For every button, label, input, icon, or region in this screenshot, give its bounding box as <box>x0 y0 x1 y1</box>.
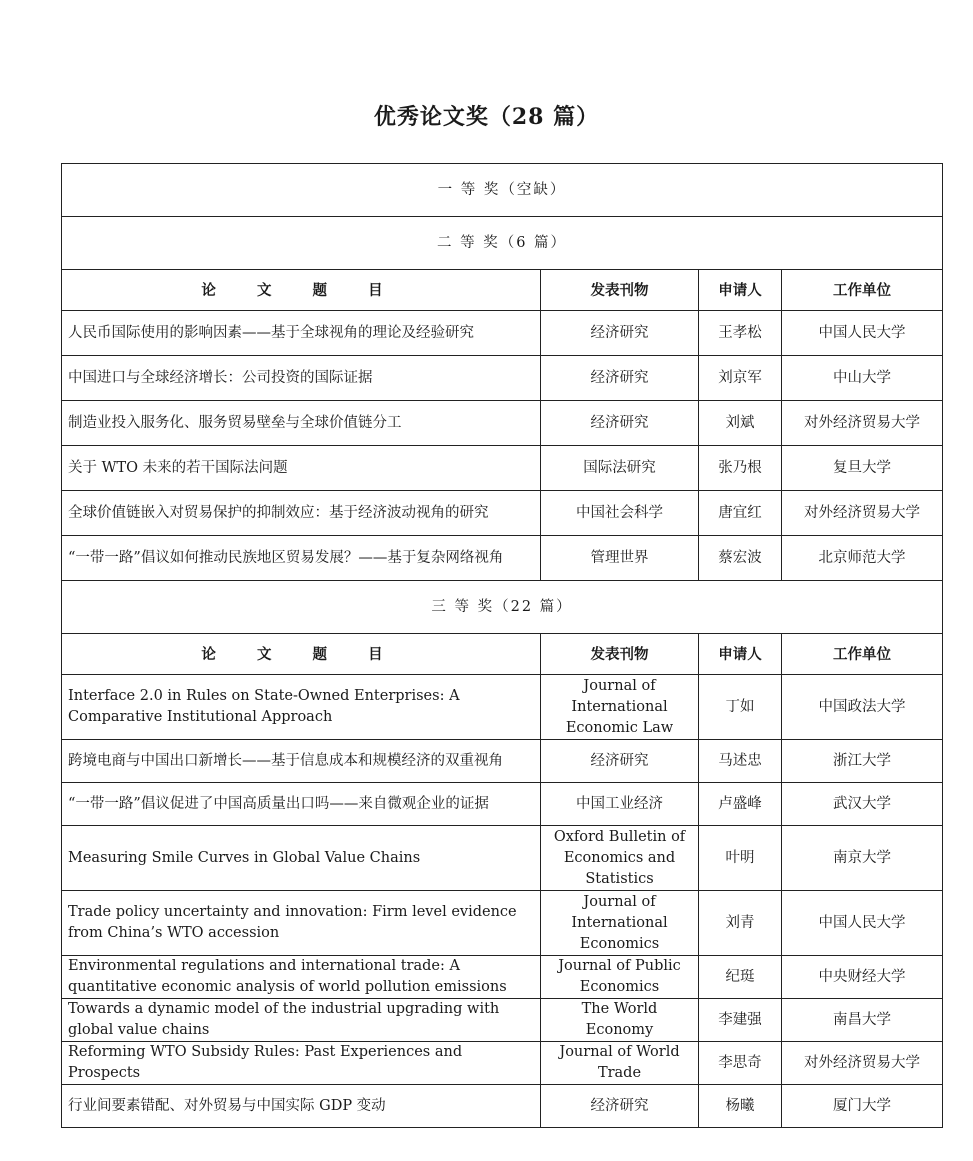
journal: 经济研究 <box>541 311 699 356</box>
paper-title: 人民币国际使用的影响因素——基于全球视角的理论及经验研究 <box>62 311 541 356</box>
journal: 经济研究 <box>541 356 699 401</box>
applicant: 卢盛峰 <box>699 783 782 826</box>
journal: 国际法研究 <box>541 446 699 491</box>
table-row <box>62 491 943 536</box>
work-unit: 武汉大学 <box>782 783 943 826</box>
work-unit: 中国人民大学 <box>782 891 943 956</box>
journal: The World Economy <box>541 999 699 1042</box>
work-unit: 厦门大学 <box>782 1085 943 1128</box>
applicant: 李建强 <box>699 999 782 1042</box>
applicant: 马述忠 <box>699 740 782 783</box>
paper-title: 关于 WTO 未来的若干国际法问题 <box>62 446 541 491</box>
journal: Journal of Public Economics <box>541 956 699 999</box>
applicant: 刘京军 <box>699 356 782 401</box>
work-unit: 对外经济贸易大学 <box>782 401 943 446</box>
paper-title: 全球价值链嵌入对贸易保护的抑制效应：基于经济波动视角的研究 <box>62 491 541 536</box>
applicant: 丁如 <box>699 675 782 740</box>
col-header-title: 论 文 题 目 <box>62 634 541 675</box>
column-header-row <box>62 270 943 311</box>
journal: 中国工业经济 <box>541 783 699 826</box>
applicant: 唐宜红 <box>699 491 782 536</box>
table-row <box>62 826 943 891</box>
page-title: 优秀论文奖（28 篇） <box>373 104 600 130</box>
journal: 经济研究 <box>541 740 699 783</box>
work-unit: 中国人民大学 <box>782 311 943 356</box>
journal: Journal of World Trade <box>541 1042 699 1085</box>
table-row <box>62 1042 943 1085</box>
table-row <box>62 446 943 491</box>
work-unit: 浙江大学 <box>782 740 943 783</box>
paper-title: 跨境电商与中国出口新增长——基于信息成本和规模经济的双重视角 <box>62 740 541 783</box>
work-unit: 复旦大学 <box>782 446 943 491</box>
table-row <box>62 956 943 999</box>
applicant: 蔡宏波 <box>699 536 782 581</box>
third-prize-row <box>62 581 943 634</box>
paper-title: Measuring Smile Curves in Global Value Chains <box>62 826 541 891</box>
applicant: 李思奇 <box>699 1042 782 1085</box>
applicant: 杨曦 <box>699 1085 782 1128</box>
paper-title: Environmental regulations and international trade: A quantitative economic analysis of world pollution emissions <box>62 956 541 999</box>
table-row <box>62 1085 943 1128</box>
col-header-unit: 工作单位 <box>782 634 943 675</box>
work-unit: 对外经济贸易大学 <box>782 491 943 536</box>
col-header-applicant: 申请人 <box>699 270 782 311</box>
third-prize-heading: 三 等 奖（22 篇） <box>62 581 943 634</box>
first-prize-heading: 一 等 奖（空缺） <box>62 164 943 217</box>
column-header-row <box>62 634 943 675</box>
paper-title: Towards a dynamic model of the industrial upgrading with global value chains <box>62 999 541 1042</box>
paper-title: 中国进口与全球经济增长：公司投资的国际证据 <box>62 356 541 401</box>
work-unit: 中央财经大学 <box>782 956 943 999</box>
work-unit: 中山大学 <box>782 356 943 401</box>
table-row <box>62 675 943 740</box>
applicant: 叶明 <box>699 826 782 891</box>
applicant: 刘斌 <box>699 401 782 446</box>
journal: 经济研究 <box>541 401 699 446</box>
applicant: 张乃根 <box>699 446 782 491</box>
journal: 中国社会科学 <box>541 491 699 536</box>
paper-title: Trade policy uncertainty and innovation: Firm level evidence from China’s WTO accession <box>62 891 541 956</box>
journal: Journal of International Economics <box>541 891 699 956</box>
awards-table <box>61 163 943 1128</box>
work-unit: 北京师范大学 <box>782 536 943 581</box>
table-row <box>62 401 943 446</box>
table-row <box>62 783 943 826</box>
table-row <box>62 891 943 956</box>
col-header-applicant: 申请人 <box>699 634 782 675</box>
table-row <box>62 740 943 783</box>
second-prize-heading: 二 等 奖（6 篇） <box>62 217 943 270</box>
col-header-unit: 工作单位 <box>782 270 943 311</box>
paper-title: Interface 2.0 in Rules on State-Owned Enterprises: A Comparative Institutional Approach <box>62 675 541 740</box>
work-unit: 南昌大学 <box>782 999 943 1042</box>
col-header-journal: 发表刊物 <box>541 634 699 675</box>
paper-title: 行业间要素错配、对外贸易与中国实际 GDP 变动 <box>62 1085 541 1128</box>
work-unit: 中国政法大学 <box>782 675 943 740</box>
col-header-journal: 发表刊物 <box>541 270 699 311</box>
paper-title: Reforming WTO Subsidy Rules: Past Experiences and Prospects <box>62 1042 541 1085</box>
applicant: 王孝松 <box>699 311 782 356</box>
table-row <box>62 311 943 356</box>
paper-title: “一带一路”倡议促进了中国高质量出口吗——来自微观企业的证据 <box>62 783 541 826</box>
journal: 管理世界 <box>541 536 699 581</box>
table-row <box>62 999 943 1042</box>
applicant: 刘青 <box>699 891 782 956</box>
work-unit: 南京大学 <box>782 826 943 891</box>
col-header-title: 论 文 题 目 <box>62 270 541 311</box>
journal: 经济研究 <box>541 1085 699 1128</box>
table-row <box>62 536 943 581</box>
first-prize-row <box>62 164 943 217</box>
journal: Journal of International Economic Law <box>541 675 699 740</box>
paper-title: 制造业投入服务化、服务贸易壁垒与全球价值链分工 <box>62 401 541 446</box>
applicant: 纪珽 <box>699 956 782 999</box>
journal: Oxford Bulletin of Economics and Statistics <box>541 826 699 891</box>
second-prize-row <box>62 217 943 270</box>
table-row <box>62 356 943 401</box>
work-unit: 对外经济贸易大学 <box>782 1042 943 1085</box>
paper-title: “一带一路”倡议如何推动民族地区贸易发展？——基于复杂网络视角 <box>62 536 541 581</box>
